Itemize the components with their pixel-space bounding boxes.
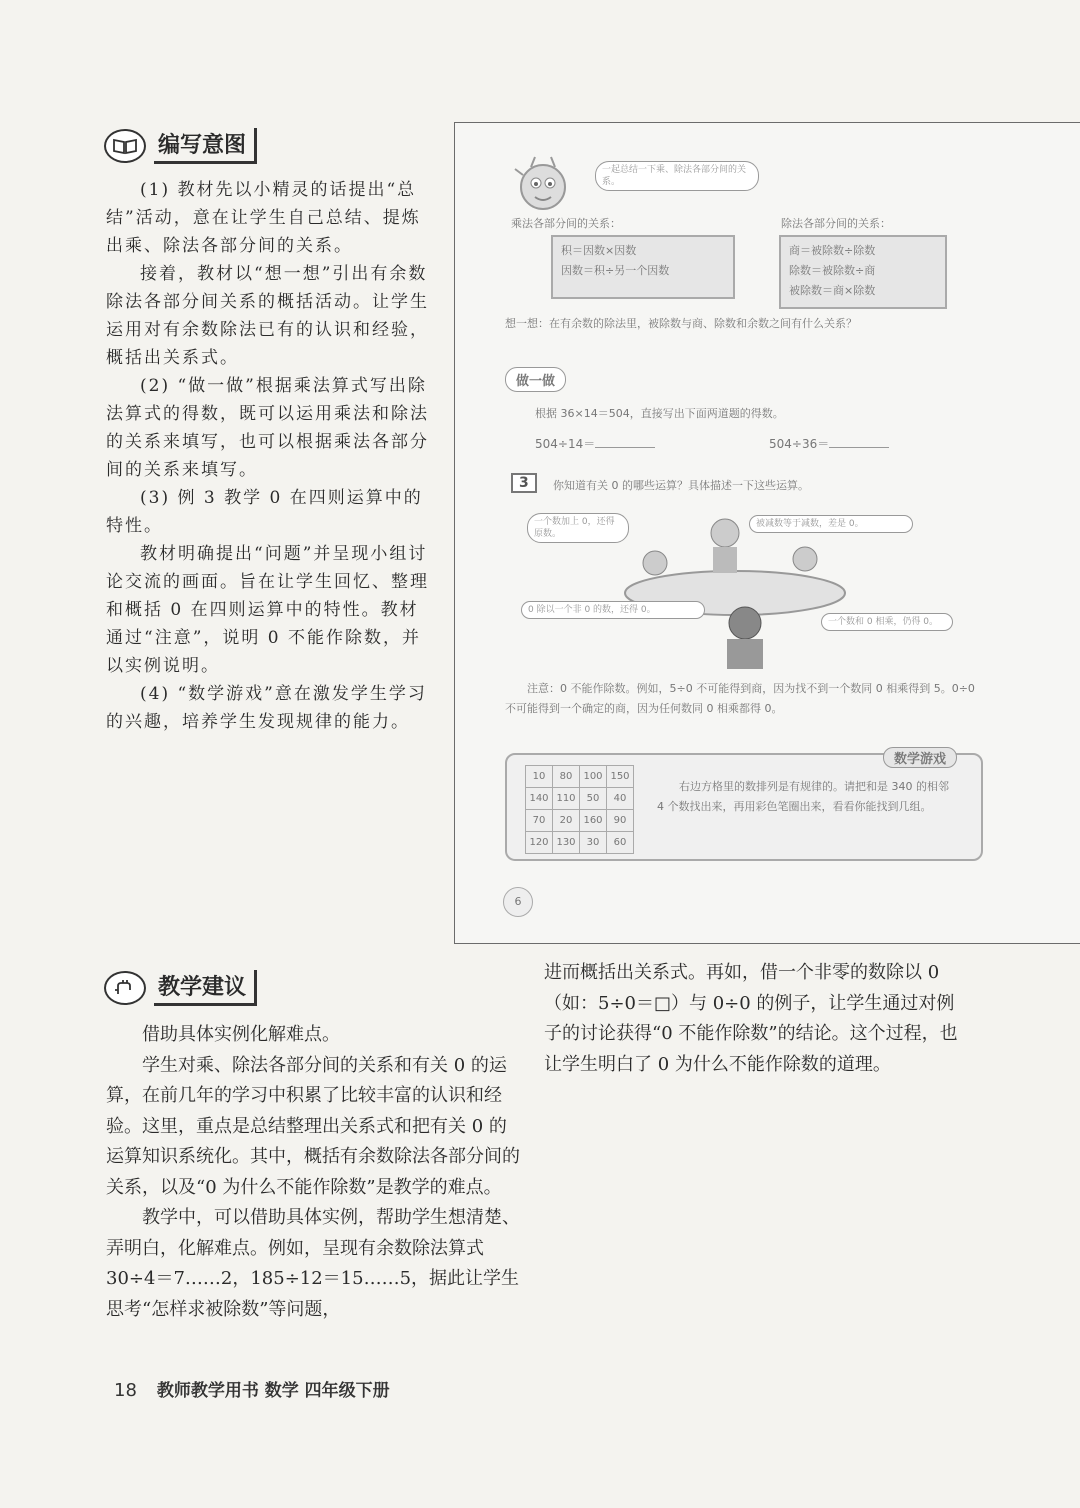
paragraph: 学生对乘、除法各部分间的关系和有关 0 的运算，在前几年的学习中积累了比较丰富的认识和经验。这里，重点是总结整理出关系式和把有关 0 的运算知识系统化。其中，概括有余数除法各部分间的关系，以及“0 为什么不能作除数”是教学的难点。 <box>106 1054 520 1198</box>
do-it-text: 根据 36×14＝504，直接写出下面两道题的得数。 <box>535 407 784 420</box>
grid-cell: 120 <box>526 832 553 854</box>
grid-cell: 80 <box>553 766 580 788</box>
paragraph: 教学中，可以借助具体实例，帮助学生想清楚、弄明白，化解难点。例如，呈现有余数除法算式 30÷4＝7……2，185÷12＝15……5，据此让学生思考“怎样求被除数”等问题， <box>106 1207 520 1320</box>
answer-blank <box>595 447 655 448</box>
grid-cell: 90 <box>607 810 634 832</box>
grid-row <box>526 766 634 788</box>
grid-cell: 10 <box>526 766 553 788</box>
paragraph: (1) 教材先以小精灵的话提出“总结”活动，意在让学生自己总结、提炼出乘、除法各部分间的关系。 <box>106 180 421 256</box>
section-title-teaching-suggestions <box>104 970 257 1006</box>
section-title-label: 编写意图 <box>154 128 257 164</box>
example-number-badge: 3 <box>511 473 537 493</box>
grid-row <box>526 832 634 854</box>
example-question: 你知道有关 0 的哪些运算？具体描述一下这些运算。 <box>553 479 809 492</box>
page-number: 18 <box>114 1380 137 1401</box>
grid-cell: 30 <box>580 832 607 854</box>
paragraph: (4) “数学游戏”意在激发学生学习的兴趣，培养学生发现规律的能力。 <box>106 684 427 732</box>
paragraph: 进而概括出关系式。再如，借一个非零的数除以 0（如：5÷0＝□）与 0÷0 的例子，让学生通过对例子的讨论获得“0 不能作除数”的结论。这个过程，也让学生明白了 0 为什么不能作除数的道理。 <box>544 962 958 1075</box>
do-it-question-1 <box>535 435 655 452</box>
teaching-suggestions-left <box>106 1020 524 1325</box>
formula-line: 商＝被除数÷除数 <box>789 244 876 257</box>
section-title-writing-intent <box>104 128 257 164</box>
writing-intent-body <box>106 176 430 736</box>
do-it-question-2 <box>769 435 889 452</box>
hand-icon <box>104 971 146 1005</box>
math-game-box <box>505 753 983 861</box>
question-text: 504÷36＝ <box>769 437 830 451</box>
question-text: 504÷14＝ <box>535 437 596 451</box>
formula-line: 除数＝被除数÷商 <box>789 264 876 277</box>
math-game-text: 右边方格里的数排列是有规律的。请把和是 340 的相邻 4 个数找出来，再用彩色笔圈出来，看看你能找到几组。 <box>657 780 949 813</box>
paragraph: 借助具体实例化解难点。 <box>142 1024 340 1045</box>
math-game-label: 数学游戏 <box>883 747 957 768</box>
number-grid <box>525 765 634 854</box>
grid-cell: 40 <box>607 788 634 810</box>
grid-cell: 140 <box>526 788 553 810</box>
speech-bubble-4: 一个数和 0 相乘，仍得 0。 <box>821 613 953 631</box>
grid-cell: 100 <box>580 766 607 788</box>
teaching-suggestions-right <box>544 958 964 1080</box>
div-relation-title: 除法各部分间的关系： <box>781 217 891 230</box>
grid-cell: 70 <box>526 810 553 832</box>
grid-cell: 130 <box>553 832 580 854</box>
grid-cell: 60 <box>607 832 634 854</box>
page-footer <box>114 1376 390 1401</box>
section-title-label: 教学建议 <box>154 970 257 1006</box>
grid-row <box>526 810 634 832</box>
grid-row <box>526 788 634 810</box>
note-text: 注意：0 不能作除数。例如，5÷0 不可能得到商，因为找不到一个数同 0 相乘得到 5。0÷0 不可能得到一个确定的商，因为任何数同 0 相乘都得 0。 <box>505 682 975 715</box>
formula-line: 被除数＝商×除数 <box>789 284 876 297</box>
paragraph: (3) 例 3 教学 0 在四则运算中的特性。 <box>106 488 423 536</box>
sprite-character-icon <box>511 153 575 217</box>
book-icon <box>104 129 146 163</box>
sprite-speech-bubble: 一起总结一下乘、除法各部分间的关系。 <box>595 161 759 191</box>
formula-line: 积＝因数×因数 <box>561 244 637 257</box>
paragraph: (2) “做一做”根据乘法算式写出除法算式的得数，既可以运用乘法和除法的关系来填写，也可以根据乘法各部分间的关系来填写。 <box>106 376 429 480</box>
book-title: 教师教学用书 数学 四年级下册 <box>156 1381 390 1401</box>
answer-blank <box>829 447 889 448</box>
speech-bubble-1: 一个数加上 0，还得原数。 <box>527 513 629 543</box>
grid-cell: 20 <box>553 810 580 832</box>
mult-relation-title: 乘法各部分间的关系： <box>511 217 621 230</box>
speech-bubble-3: 0 除以一个非 0 的数，还得 0。 <box>521 601 705 619</box>
do-it-label: 做一做 <box>505 367 566 392</box>
grid-cell: 160 <box>580 810 607 832</box>
paragraph: 接着，教材以“想一想”引出有余数除法各部分间关系的概括活动。让学生运用对有余数除法已有的认识和经验，概括出关系式。 <box>106 264 429 368</box>
grid-cell: 110 <box>553 788 580 810</box>
grid-cell: 150 <box>607 766 634 788</box>
mult-relation-box <box>551 235 735 299</box>
div-relation-box <box>779 235 947 309</box>
speech-bubble-2: 被减数等于减数，差是 0。 <box>749 515 913 533</box>
formula-line: 因数＝积÷另一个因数 <box>561 264 670 277</box>
think-prompt: 想一想：在有余数的除法里，被除数与商、除数和余数之间有什么关系？ <box>505 317 857 330</box>
textbook-page-number: 6 <box>503 887 533 917</box>
textbook-page-excerpt <box>454 122 1080 944</box>
paragraph: 教材明确提出“问题”并呈现小组讨论交流的画面。旨在让学生回忆、整理和概括 0 在四则运算中的特性。教材通过“注意”，说明 0 不能作除数，并以实例说明。 <box>106 544 429 676</box>
grid-cell: 50 <box>580 788 607 810</box>
